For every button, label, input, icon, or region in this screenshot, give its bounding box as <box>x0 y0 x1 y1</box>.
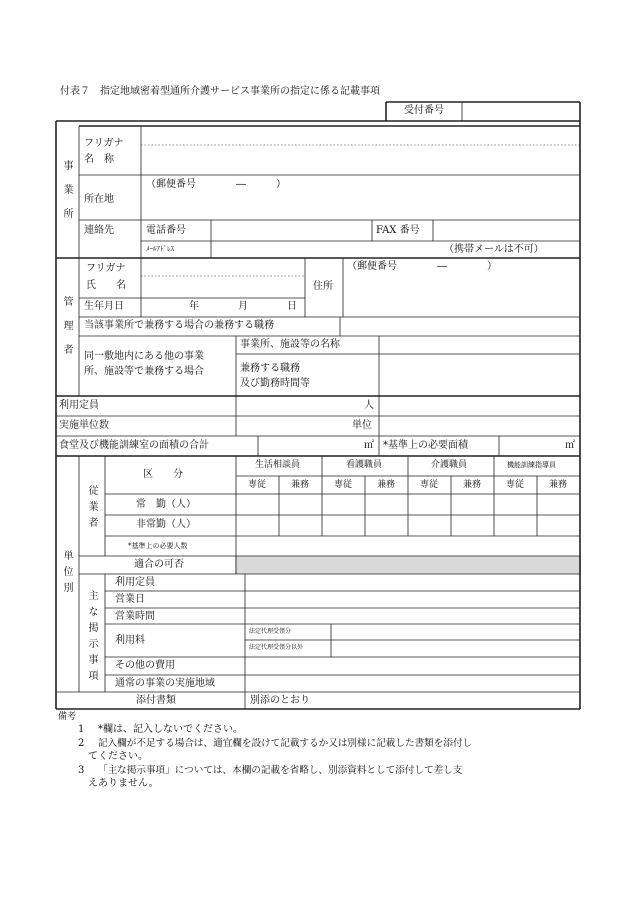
phone-label: 電話番号 <box>146 225 186 236</box>
sub-fulltime-1: 専従 <box>248 480 267 490</box>
note-2-cont: てください。 <box>88 751 148 762</box>
duty-label-2: 及び勤務時間等 <box>240 378 310 389</box>
note-3-text: 「主な掲示事項」については、本欄の記載を省略し、別添資料として添付して差し支 <box>98 765 463 776</box>
notice-item-business-hours: 営業時間 <box>115 611 155 622</box>
notice-label: 主な掲示事項 <box>86 590 97 686</box>
notice-item-service-area: 通常の事業の実施地域 <box>115 678 215 689</box>
notice-item-business-days: 営業日 <box>115 594 145 605</box>
role-functional-trainer: 機能訓練指導員 <box>507 461 556 469</box>
sub-fulltime-2: 専従 <box>334 480 353 490</box>
reception-number-field[interactable] <box>466 106 576 118</box>
manager-name-label: 氏 名 <box>86 280 126 291</box>
business-address-label: 所在地 <box>84 194 114 205</box>
compliance-label: 適合の可否 <box>134 559 184 570</box>
usage-capacity-label: 利用定員 <box>59 400 99 411</box>
other-site-label-1: 同一敷地内にある他の事業 <box>84 351 204 362</box>
email-note: （携帯メールは不可） <box>444 244 544 255</box>
required-area-unit: ㎡ <box>565 440 575 451</box>
role-caregiver: 介護職員 <box>431 460 468 470</box>
parttime-row-label: 非常勤（人） <box>136 519 196 530</box>
other-site-label-2: 所、施設等で兼務する場合 <box>84 366 204 377</box>
role-life-counselor: 生活相談員 <box>255 460 301 470</box>
sub-fulltime-3: 専従 <box>420 480 439 490</box>
notice-item-capacity: 利用定員 <box>115 577 155 588</box>
area-label: 食堂及び機能訓練室の面積の合計 <box>59 440 209 451</box>
contact-label: 連絡先 <box>84 225 114 236</box>
note-2-text: 記入欄が不足する場合は、適宜欄を設けて記載するか又は別様に記載した書類を添付し <box>98 738 473 749</box>
birth-month-unit: 月 <box>238 301 248 312</box>
note-3-cont: えありません。 <box>88 778 159 789</box>
notes-heading: 備考 <box>58 712 77 722</box>
business-name-label: 名 称 <box>84 154 114 165</box>
sub-concurrent-4: 兼務 <box>549 480 568 490</box>
business-furigana-label: フリガナ <box>84 138 124 149</box>
email-label: ﾒｰﾙｱﾄﾞﾚｽ <box>146 245 174 253</box>
manager-furigana-label: フリガナ <box>86 263 126 274</box>
sub-concurrent-1: 兼務 <box>291 480 310 490</box>
sub-fulltime-4: 専従 <box>506 480 525 490</box>
form-title: 付表７ 指定地域密着型通所介護サービス事業所の指定に係る記載事項 <box>60 86 380 97</box>
business-postal-label: （郵便番号 ― ） <box>146 179 286 190</box>
note-1-num: 1 <box>78 724 85 735</box>
attachment-label: 添付書類 <box>136 695 176 706</box>
birth-year-unit: 年 <box>189 301 199 312</box>
fax-label: FAX 番号 <box>376 225 420 236</box>
manager-address-label: 住所 <box>313 281 333 292</box>
reception-label: 受付番号 <box>404 105 444 116</box>
manager-section-label: 管理者 <box>61 296 72 368</box>
fee-nonproxy-label: 法定代理受領分以外 <box>249 644 304 651</box>
concurrent-duty-label: 当該事業所で兼務する場合の兼務する職務 <box>84 320 274 331</box>
note-3-num: 3 <box>78 765 85 776</box>
unit-section-label: 単位別 <box>61 550 72 598</box>
units-unit: 単位 <box>352 420 372 431</box>
note-2-num: 2 <box>78 738 85 749</box>
sub-concurrent-2: 兼務 <box>377 480 396 490</box>
units-label: 実施単位数 <box>59 420 109 431</box>
sub-concurrent-3: 兼務 <box>463 480 482 490</box>
area-unit: ㎡ <box>364 440 374 451</box>
category-label: 区 分 <box>143 469 183 480</box>
usage-capacity-unit: 人 <box>364 400 374 411</box>
birth-date-label: 生年月日 <box>84 301 124 312</box>
fulltime-row-label: 常 勤（人） <box>136 499 196 510</box>
duty-label-1: 兼務する職務 <box>240 363 300 374</box>
required-staff-label: *基準上の必要人数 <box>128 542 188 550</box>
notice-item-fee: 利用料 <box>115 635 145 646</box>
notice-item-other-fees: その他の費用 <box>115 660 175 671</box>
birth-day-unit: 日 <box>287 301 297 312</box>
facility-name-label: 事業所、施設等の名称 <box>240 339 340 350</box>
business-section-label: 事業所 <box>61 160 72 232</box>
attachment-value: 別添のとおり <box>250 695 310 706</box>
manager-postal-label: （郵便番号 ― ） <box>347 261 497 272</box>
required-area-label: *基準上の必要面積 <box>383 440 468 451</box>
staff-label: 従業者 <box>86 485 97 533</box>
fee-proxy-label: 法定代理受領分 <box>249 628 292 635</box>
role-nurse: 看護職員 <box>346 460 383 470</box>
note-1-text: *欄は、記入しないでください。 <box>98 724 243 735</box>
